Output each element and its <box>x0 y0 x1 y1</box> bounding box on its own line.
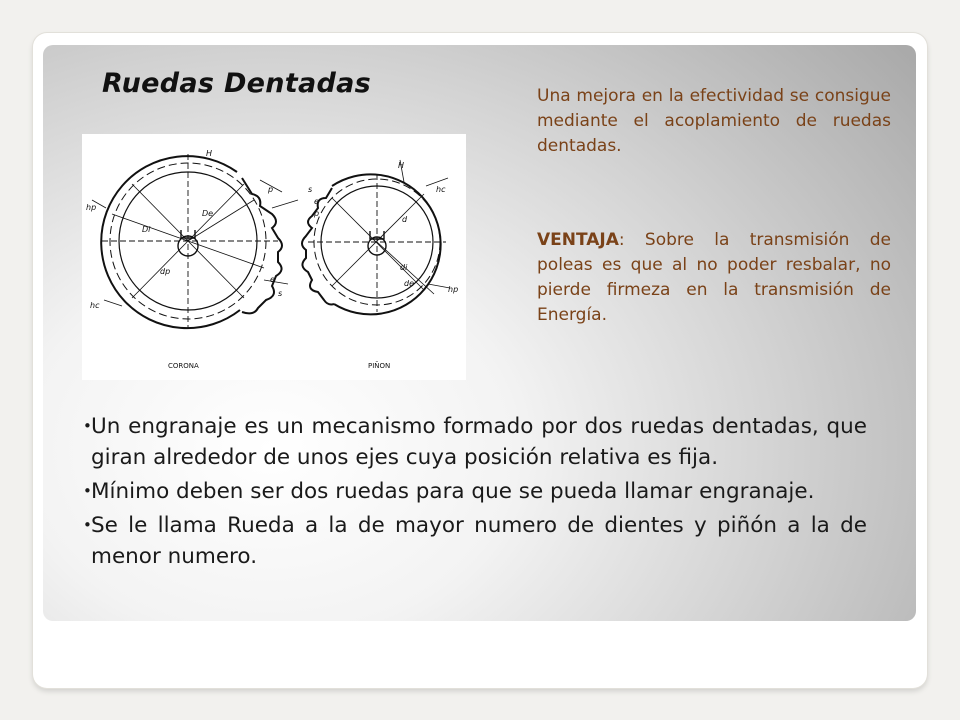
corona-label-s: s <box>278 289 283 298</box>
corona-label-e: e <box>270 275 275 284</box>
pinon-label-di: di <box>400 263 408 272</box>
intro-paragraph: Una mejora en la efectividad se consigue mediante el acoplamiento de ruedas dentadas. <box>537 86 891 156</box>
pinon-caption: PIÑON <box>368 362 391 370</box>
pinon-label-hp: hp <box>448 285 459 294</box>
pinon-label-d: d <box>402 215 408 224</box>
bullet-list <box>83 411 867 575</box>
pinon-label-s: s <box>308 185 313 194</box>
bullet-item <box>83 411 867 473</box>
corona-label-di: Di <box>142 225 151 234</box>
slide-title: Ruedas Dentadas <box>102 68 372 99</box>
pinon-label-h: H <box>398 161 405 170</box>
pinon-label-de: de <box>404 279 414 288</box>
advantage-text: : Sobre la transmisión de poleas es que al no poder resbalar, no pierde firmeza en la transmisión de Energía. <box>537 230 891 325</box>
corona-label-dp: dp <box>160 267 171 276</box>
pinon-gear <box>302 160 450 314</box>
bullet-text: Un engranaje es un mecanismo formado por dos ruedas dentadas, que giran alrededor de unos ejes cuya posición relativa es fija. <box>91 414 867 470</box>
gear-diagram <box>82 134 466 380</box>
bullet-item <box>83 510 867 572</box>
bullet-glyph: • <box>83 516 92 534</box>
corona-label-h: H <box>206 149 213 158</box>
gear-diagram-svg <box>82 134 466 380</box>
corona-label-p: p <box>268 185 274 194</box>
pinon-label-p: p <box>314 209 320 218</box>
advantage-paragraph <box>537 228 891 328</box>
bullet-text: Mínimo deben ser dos ruedas para que se pueda llamar engranaje. <box>91 479 815 504</box>
corona-label-hp: hp <box>86 203 97 212</box>
advantage-label: VENTAJA <box>537 230 619 250</box>
bullet-glyph: • <box>83 482 92 500</box>
bullet-text: Se le llama Rueda a la de mayor numero de dientes y piñón a la de menor numero. <box>91 513 867 569</box>
bullet-glyph: • <box>83 417 92 435</box>
corona-gear <box>92 154 298 328</box>
corona-caption: CORONA <box>168 362 199 370</box>
pinon-label-e: e <box>314 197 319 206</box>
corona-label-de: De <box>202 209 214 218</box>
corona-label-hc: hc <box>90 301 100 310</box>
pinon-label-hc: hc <box>436 185 446 194</box>
bullet-item <box>83 476 867 507</box>
